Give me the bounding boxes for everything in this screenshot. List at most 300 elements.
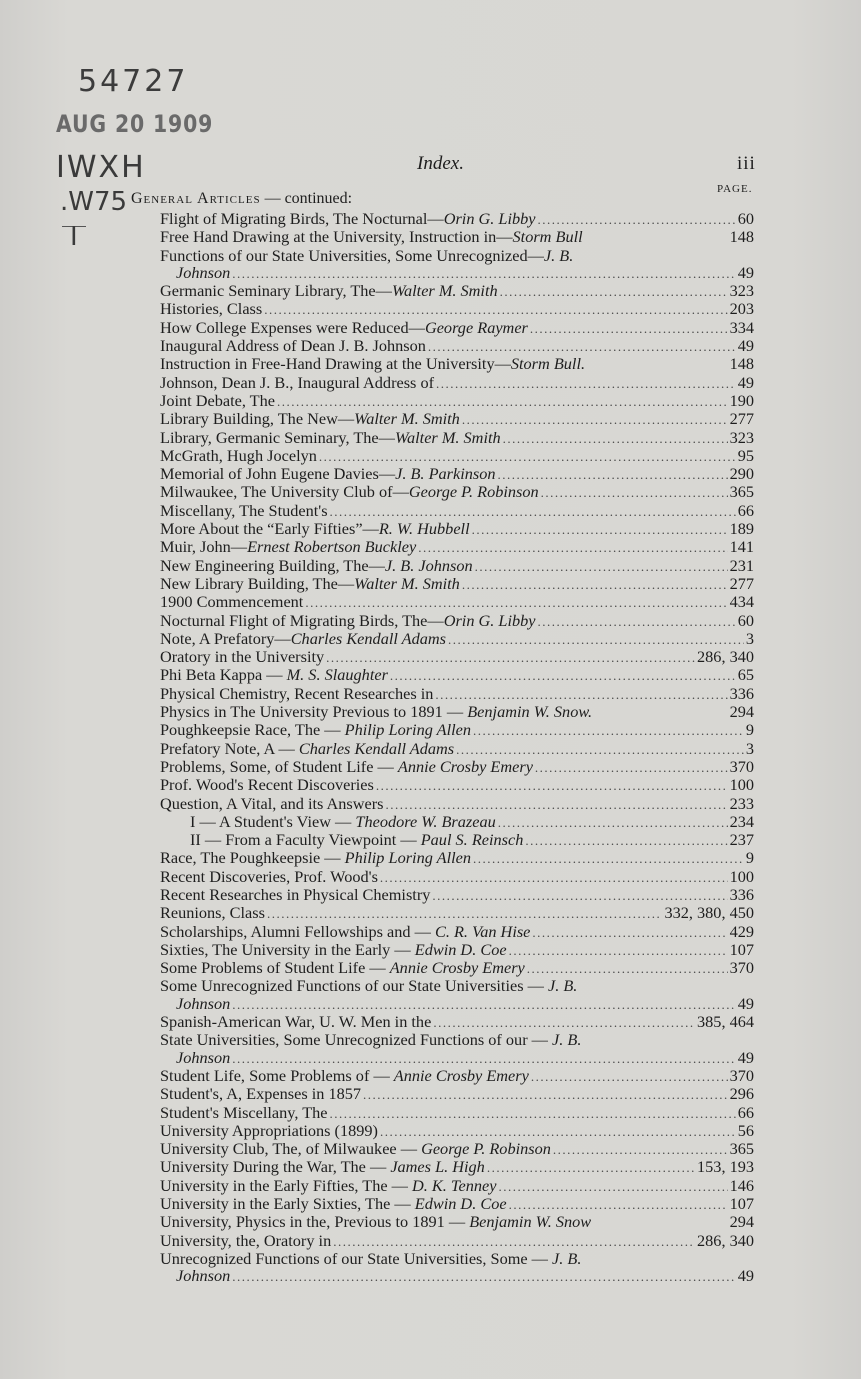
dot-leader — [232, 1268, 735, 1285]
entry-page: 370 — [729, 1065, 754, 1085]
index-entry — [160, 538, 754, 556]
dot-leader — [428, 338, 736, 355]
entry-page: 3 — [745, 628, 754, 648]
index-entry — [160, 813, 754, 831]
entry-author: Benjamin W. Snow. — [467, 702, 593, 722]
dot-leader — [319, 448, 736, 465]
entry-page: 49 — [737, 262, 754, 282]
entry-page: 146 — [729, 1175, 754, 1195]
index-entry — [160, 410, 754, 428]
entry-page: 148 — [729, 354, 754, 374]
dot-leader — [487, 1159, 695, 1176]
entry-page: 237 — [729, 830, 754, 850]
index-entry — [160, 593, 754, 611]
entry-title — [160, 557, 473, 574]
entry-page: 141 — [729, 537, 754, 557]
entry-text: Problems, Some, of Student Life — — [160, 756, 398, 776]
dot-leader — [532, 924, 727, 941]
entry-page: 231 — [729, 555, 754, 575]
index-entry — [160, 1049, 754, 1067]
entry-title — [176, 264, 230, 281]
entry-page: 233 — [729, 793, 754, 813]
entry-title — [160, 337, 426, 354]
entry-page: 286, 340 — [697, 1230, 754, 1250]
index-entry — [160, 868, 754, 886]
entry-author: Storm Bull — [512, 227, 583, 247]
entry-page: 9 — [745, 848, 754, 868]
entry-text: University in the Early Sixties, The — — [160, 1194, 415, 1214]
entry-text: Unrecognized Functions of our State Universities, Some — — [160, 1248, 553, 1268]
entry-page: 332, 380, 450 — [664, 903, 754, 923]
index-entry — [160, 849, 754, 867]
entry-text: Library, Germanic Seminary, The— — [160, 427, 395, 447]
index-entry — [160, 795, 754, 813]
index-entry — [160, 1267, 754, 1285]
dot-leader — [390, 667, 736, 684]
entry-author: M. S. Slaughter — [286, 665, 388, 685]
entry-title — [160, 612, 536, 629]
dot-leader — [376, 777, 728, 794]
entry-title — [160, 630, 446, 647]
entry-page: 56 — [737, 1120, 754, 1140]
entry-author: D. K. Tenney — [412, 1175, 497, 1195]
accession-number-stamp: 54727 — [78, 64, 189, 99]
entry-author: J. B. — [543, 245, 574, 265]
entry-text: II — From a Faculty Viewpoint — — [190, 830, 421, 850]
index-entry — [160, 1013, 754, 1031]
entry-page: 323 — [729, 281, 754, 301]
entry-author: Paul S. Reinsch — [420, 830, 524, 850]
dot-leader — [535, 759, 728, 776]
entry-page: 107 — [729, 939, 754, 959]
entry-title — [176, 1049, 230, 1066]
entry-title — [176, 1267, 230, 1284]
entry-title — [160, 1104, 328, 1121]
entry-title — [160, 392, 275, 409]
entry-title — [160, 355, 585, 372]
entry-title — [160, 228, 583, 245]
entry-text: Scholarships, Alumni Fellowships and — — [160, 921, 435, 941]
entry-title — [160, 520, 470, 537]
call-number-line-2: .W75 — [60, 187, 128, 217]
entry-title — [160, 1250, 581, 1267]
entry-author: Johnson — [176, 1266, 231, 1286]
entry-author: Charles Kendall Adams — [298, 738, 455, 758]
dot-leader — [264, 301, 727, 318]
dot-leader — [553, 1141, 728, 1158]
entry-text: Prefatory Note, A — — [160, 738, 299, 758]
entry-author: Orin G. Libby — [443, 209, 536, 228]
entry-author: Annie Crosby Emery — [389, 958, 525, 978]
entry-title — [160, 1195, 507, 1212]
index-entry — [160, 264, 754, 282]
index-entry — [160, 703, 754, 721]
entry-text: Race, The Poughkeepsie — — [160, 848, 345, 868]
entry-page: 9 — [745, 720, 754, 740]
section-heading — [131, 190, 352, 208]
dot-leader — [433, 1014, 695, 1031]
entry-author: George P. Robinson — [408, 482, 539, 502]
dot-leader — [462, 576, 728, 593]
entry-text: Student's, A, Expenses in 1857 — [160, 1084, 362, 1104]
index-entry — [160, 502, 754, 520]
dot-leader — [330, 503, 736, 520]
entry-text: Inaugural Address of Dean J. B. Johnson — [160, 336, 426, 356]
entry-author: James L. High — [390, 1157, 485, 1177]
dot-leader — [531, 1068, 728, 1085]
dot-leader — [432, 887, 727, 904]
entry-page: 296 — [729, 1084, 754, 1104]
entry-text: Poughkeepsie Race, The — — [160, 720, 345, 740]
index-entry — [160, 575, 754, 593]
entry-title — [160, 210, 536, 227]
entry-page: 277 — [729, 573, 754, 593]
entry-title — [160, 758, 533, 775]
entry-text: Some Problems of Student Life — — [160, 958, 390, 978]
dot-leader — [541, 484, 728, 501]
entry-text: Spanish-American War, U. W. Men in the — [160, 1012, 432, 1032]
entry-author: Annie Crosby Emery — [397, 756, 533, 776]
index-entry — [160, 1177, 754, 1195]
entry-text: University, Physics in the, Previous to 1891 — — [160, 1212, 470, 1232]
call-number-line-1: IWXH — [56, 150, 146, 185]
entry-title — [160, 904, 265, 921]
entry-title — [160, 502, 328, 519]
call-number-line-3: I — [70, 222, 78, 252]
entry-author: J. B. — [552, 1248, 582, 1268]
entry-text: More About the “Early Fifties”— — [160, 519, 379, 539]
entry-page: 190 — [729, 390, 754, 410]
dot-leader — [530, 320, 728, 337]
entry-page: 234 — [729, 811, 754, 831]
entry-page: 434 — [729, 592, 754, 612]
entry-title — [160, 923, 530, 940]
dot-leader — [525, 832, 727, 849]
index-entry — [160, 447, 754, 465]
index-entry — [160, 429, 754, 447]
entry-page: 365 — [729, 1139, 754, 1159]
entry-title — [160, 410, 460, 427]
entry-author: Philip Loring Allen — [344, 848, 471, 868]
entry-text: Free Hand Drawing at the University, Instruction in— — [160, 227, 513, 247]
dot-leader — [503, 430, 728, 447]
entry-text: Student Life, Some Problems of — — [160, 1065, 394, 1085]
index-entry — [160, 319, 754, 337]
entry-page: 370 — [729, 958, 754, 978]
entry-page: 294 — [729, 702, 754, 722]
index-entry — [160, 1213, 754, 1231]
entry-text: Germanic Seminary Library, The— — [160, 281, 392, 301]
dot-leader — [462, 411, 728, 428]
dot-leader — [386, 796, 728, 813]
entry-text: How College Expenses were Reduced— — [160, 317, 425, 337]
entry-text: Milwaukee, The University Club of— — [160, 482, 409, 502]
index-entry — [160, 959, 754, 977]
entry-author: Orin G. Libby — [443, 610, 536, 630]
entry-text: Nocturnal Flight of Migrating Birds, The— — [160, 610, 444, 630]
entry-text: Physics in The University Previous to 1891 — — [160, 702, 468, 722]
entry-text: Recent Discoveries, Prof. Wood's — [160, 866, 378, 886]
entry-author: C. R. Van Hise — [434, 921, 531, 941]
index-entry — [160, 666, 754, 684]
entry-title — [160, 977, 577, 994]
entry-author: R. W. Hubbell — [378, 519, 470, 539]
entry-text: Johnson, Dean J. B., Inaugural Address of — [160, 372, 435, 392]
entry-text: Flight of Migrating Birds, The Nocturnal— — [160, 209, 444, 228]
index-entry — [160, 941, 754, 959]
entry-title — [160, 300, 262, 317]
entry-title — [176, 995, 230, 1012]
index-entry — [160, 374, 754, 392]
entry-text: New Engineering Building, The— — [160, 555, 385, 575]
index-entry — [160, 1232, 754, 1250]
entry-author: Philip Loring Allen — [344, 720, 471, 740]
dot-leader — [456, 741, 744, 758]
index-entry — [160, 648, 754, 666]
entry-title — [160, 868, 378, 885]
entry-title — [160, 593, 303, 610]
dot-leader — [527, 960, 728, 977]
entry-title — [160, 1232, 331, 1249]
entry-text: Histories, Class — [160, 299, 263, 319]
entry-title — [160, 959, 525, 976]
entry-page: 100 — [729, 866, 754, 886]
date-stamp: AUG 20 1909 — [56, 110, 214, 138]
entry-text: Physical Chemistry, Recent Researches in — [160, 683, 434, 703]
entry-title — [160, 1067, 529, 1084]
dot-leader — [277, 393, 728, 410]
entry-title — [160, 795, 384, 812]
entry-title — [190, 831, 523, 848]
entry-page: 153, 193 — [697, 1157, 754, 1177]
entry-title — [160, 886, 430, 903]
entry-title — [160, 1140, 551, 1157]
entry-author: Johnson — [176, 262, 231, 282]
entry-text: New Library Building, The— — [160, 573, 355, 593]
running-title: Index. — [417, 153, 464, 174]
dot-leader — [305, 594, 727, 611]
entry-text: Functions of our State Universities, Some Unrecognized— — [160, 245, 544, 265]
entry-page: 107 — [729, 1194, 754, 1214]
index-entry — [160, 392, 754, 410]
index-entry — [160, 1067, 754, 1085]
entry-author: Storm Bull. — [510, 354, 586, 374]
entry-author: Ernest Robertson Buckley — [247, 537, 417, 557]
index-entry — [160, 1250, 754, 1267]
entry-text: Some Unrecognized Functions of our State Universities — — [160, 976, 548, 996]
dot-leader — [473, 722, 744, 739]
dot-leader — [436, 375, 736, 392]
entry-title — [160, 1177, 496, 1194]
entry-page: 286, 340 — [697, 647, 754, 667]
index-entry — [160, 1195, 754, 1213]
entry-page: 370 — [729, 756, 754, 776]
entry-author: J. B. — [552, 1030, 582, 1050]
dot-leader — [232, 1050, 735, 1067]
index-entry — [160, 465, 754, 483]
entry-text: Oratory in the University — [160, 647, 325, 667]
index-entry — [160, 483, 754, 501]
entry-page: 65 — [737, 665, 754, 685]
dot-leader — [435, 686, 727, 703]
entry-text: Question, A Vital, and its Answers — [160, 793, 384, 813]
index-entry — [160, 1158, 754, 1176]
entry-page: 385, 464 — [697, 1012, 754, 1032]
index-entries — [160, 210, 754, 1286]
index-entry — [160, 355, 754, 373]
index-entry — [160, 758, 754, 776]
dot-leader — [333, 1233, 695, 1250]
entry-text: Phi Beta Kappa — — [160, 665, 287, 685]
section-suffix: — continued: — [260, 190, 353, 207]
entry-title — [160, 282, 498, 299]
page-column-label: PAGE. — [717, 183, 753, 195]
entry-page: 60 — [737, 610, 754, 630]
entry-title — [160, 703, 592, 720]
index-entry — [160, 1104, 754, 1122]
dot-leader — [538, 613, 736, 630]
index-entry — [160, 282, 754, 300]
entry-author: Annie Crosby Emery — [393, 1065, 529, 1085]
entry-text: Sixties, The University in the Early — — [160, 939, 415, 959]
entry-author: Benjamin W. Snow — [469, 1212, 592, 1232]
entry-text: Memorial of John Eugene Davies— — [160, 464, 396, 484]
dot-leader — [472, 521, 728, 538]
entry-page: 203 — [729, 299, 754, 319]
dot-leader — [267, 905, 663, 922]
index-entry — [160, 337, 754, 355]
entry-author: Edwin D. Coe — [414, 939, 507, 959]
entry-text: Note, A Prefatory— — [160, 628, 291, 648]
dot-leader — [500, 283, 728, 300]
entry-text: Instruction in Free-Hand Drawing at the University— — [160, 354, 511, 374]
entry-title — [160, 538, 416, 555]
entry-title — [160, 1031, 581, 1048]
entry-author: Walter M. Smith — [354, 409, 460, 429]
index-entry — [160, 300, 754, 318]
entry-title — [160, 483, 539, 500]
entry-page: 60 — [737, 209, 754, 228]
entry-title — [160, 941, 507, 958]
entry-title — [190, 813, 496, 830]
entry-text: Prof. Wood's Recent Discoveries — [160, 775, 374, 795]
section-title: General Articles — [131, 190, 261, 207]
entry-text: University, the, Oratory in — [160, 1230, 332, 1250]
entry-author: Theodore W. Brazeau — [355, 811, 496, 831]
dot-leader — [473, 850, 744, 867]
dot-leader — [448, 631, 744, 648]
index-entry — [160, 831, 754, 849]
index-entry — [160, 210, 754, 228]
entry-author: Charles Kendall Adams — [290, 628, 446, 648]
dot-leader — [232, 996, 735, 1013]
entry-title — [160, 374, 434, 391]
entry-page: 3 — [745, 738, 754, 758]
entry-title — [160, 247, 573, 264]
entry-page: 49 — [737, 372, 754, 392]
entry-text: University Appropriations (1899) — [160, 1120, 378, 1140]
dot-leader — [509, 1196, 728, 1213]
entry-text: University During the War, The — — [160, 1157, 391, 1177]
index-entry — [160, 721, 754, 739]
entry-title — [160, 685, 433, 702]
entry-title — [160, 1013, 431, 1030]
entry-page: 100 — [729, 775, 754, 795]
entry-text: Muir, John— — [160, 537, 248, 557]
index-entry — [160, 923, 754, 941]
dot-leader — [498, 814, 728, 831]
dot-leader — [330, 1105, 736, 1122]
entry-author: George P. Robinson — [421, 1139, 551, 1159]
index-entry — [160, 904, 754, 922]
dot-leader — [363, 1086, 728, 1103]
entry-page: 66 — [737, 500, 754, 520]
entry-page: 336 — [729, 884, 754, 904]
entry-page: 49 — [737, 1047, 754, 1067]
index-entry — [160, 1122, 754, 1140]
index-entry — [160, 520, 754, 538]
dot-leader — [380, 1123, 736, 1140]
entry-title — [160, 776, 374, 793]
page-number: iii — [737, 153, 756, 174]
entry-title — [160, 447, 317, 464]
entry-page: 189 — [729, 519, 754, 539]
entry-page: 49 — [737, 993, 754, 1013]
entry-title — [160, 666, 388, 683]
index-entry — [160, 776, 754, 794]
index-entry — [160, 247, 754, 264]
entry-author: J. B. — [547, 976, 578, 996]
entry-text: State Universities, Some Unrecognized Functions of our — — [160, 1030, 553, 1050]
entry-title — [160, 1085, 361, 1102]
entry-page: 290 — [729, 464, 754, 484]
entry-text: Student's Miscellany, The — [160, 1102, 328, 1122]
dot-leader — [418, 539, 727, 556]
entry-page: 336 — [729, 683, 754, 703]
entry-page: 66 — [737, 1102, 754, 1122]
entry-page: 294 — [729, 1212, 754, 1232]
dot-leader — [380, 869, 728, 886]
entry-text: Reunions, Class — [160, 903, 265, 923]
index-entry — [160, 1031, 754, 1048]
entry-author: Walter M. Smith — [354, 573, 460, 593]
entry-author: Johnson — [176, 1047, 231, 1067]
entry-author: George Raymer — [424, 317, 528, 337]
entry-title — [160, 319, 528, 336]
index-entry — [160, 740, 754, 758]
entry-text: Library Building, The New— — [160, 409, 355, 429]
index-entry — [160, 1085, 754, 1103]
dot-leader — [326, 649, 695, 666]
entry-page: 365 — [729, 482, 754, 502]
entry-text: Recent Researches in Physical Chemistry — [160, 884, 431, 904]
entry-title — [160, 1158, 485, 1175]
index-entry — [160, 557, 754, 575]
index-entry — [160, 228, 754, 246]
entry-title — [160, 1122, 378, 1139]
index-entry — [160, 630, 754, 648]
dot-leader — [232, 265, 735, 282]
index-entry — [160, 685, 754, 703]
entry-text: Miscellany, The Student's — [160, 500, 328, 520]
entry-author: Johnson — [176, 993, 231, 1013]
dot-leader — [538, 211, 736, 228]
index-entry — [160, 612, 754, 630]
entry-title — [160, 1213, 591, 1230]
entry-text: 1900 Commencement — [160, 592, 304, 612]
entry-text: I — A Student's View — — [190, 811, 356, 831]
entry-title — [160, 429, 501, 446]
